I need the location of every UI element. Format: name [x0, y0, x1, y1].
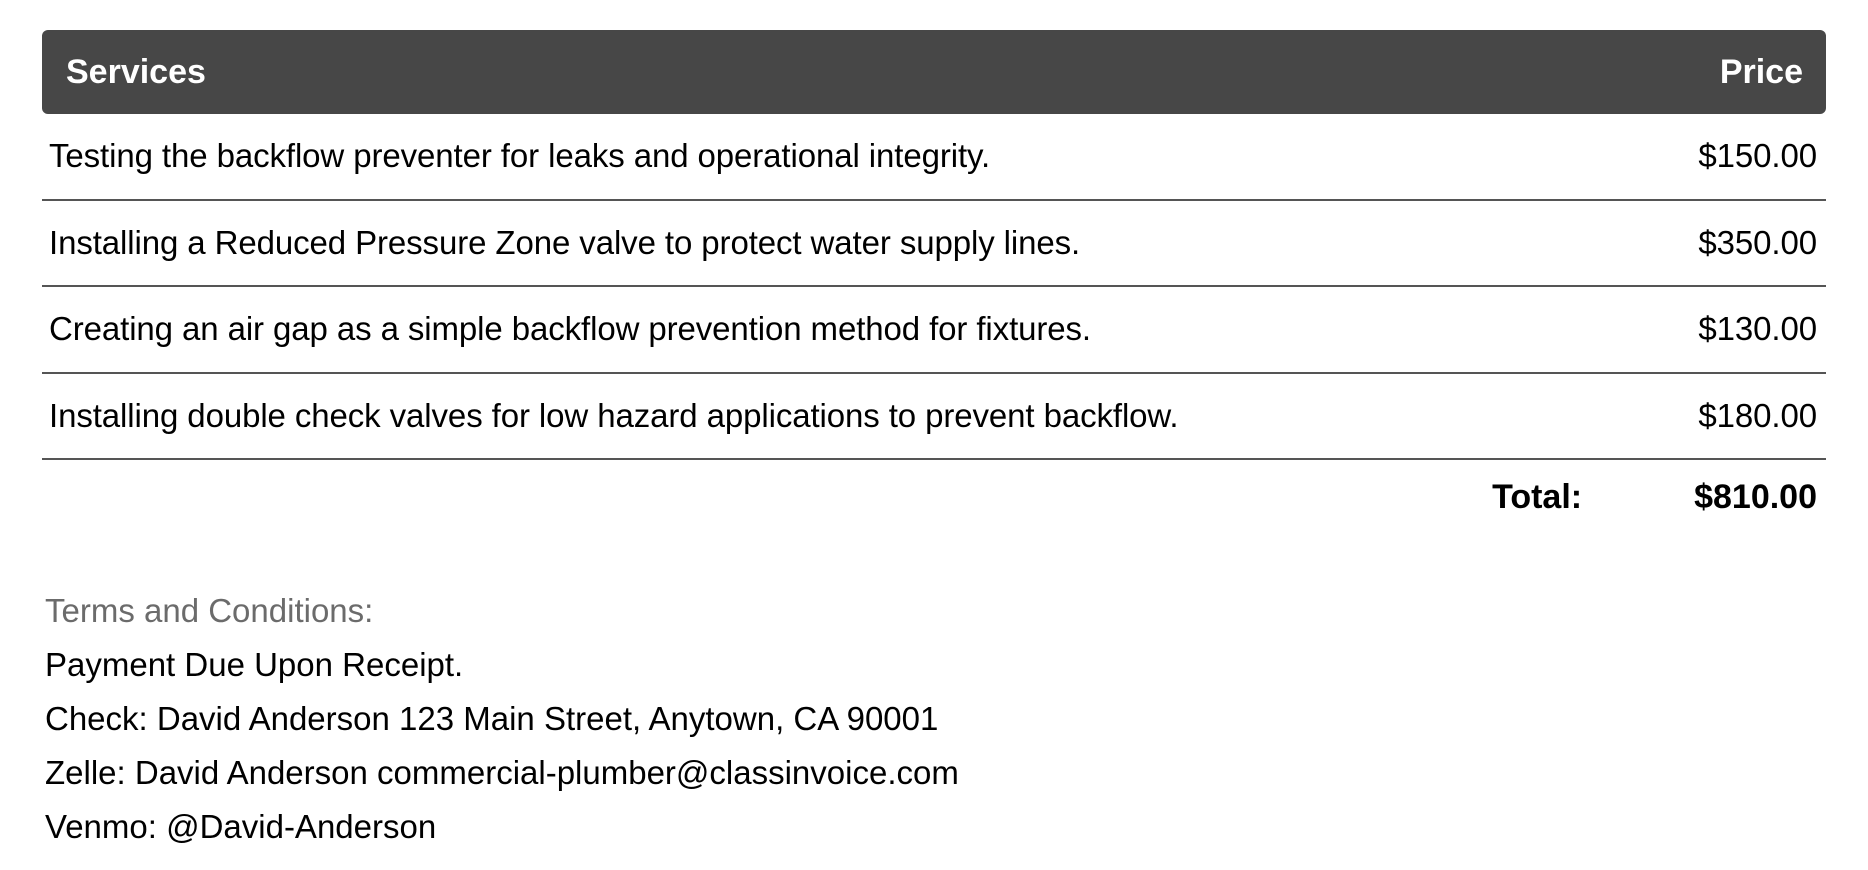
terms-zelle-info: Zelle: David Anderson commercial-plumber@classinvoice.com: [45, 754, 959, 791]
service-price: $150.00: [1698, 137, 1817, 175]
terms-section: [45, 584, 959, 854]
table-header: [42, 30, 1826, 114]
terms-title: Terms and Conditions:: [45, 592, 374, 629]
table-row: [42, 114, 1826, 201]
table-row: [42, 287, 1826, 374]
service-description: Creating an air gap as a simple backflow prevention method for fixtures.: [49, 310, 1092, 348]
header-price: Price: [1719, 53, 1803, 91]
service-price: $180.00: [1698, 396, 1817, 434]
terms-payment-due: Payment Due Upon Receipt.: [45, 646, 464, 683]
service-price: $130.00: [1698, 310, 1817, 348]
table-row: [42, 201, 1826, 288]
total-value: $810.00: [1694, 477, 1817, 516]
header-services: Services: [66, 53, 206, 91]
service-price: $350.00: [1698, 223, 1817, 261]
terms-check-info: Check: David Anderson 123 Main Street, Anytown, CA 90001: [45, 700, 939, 737]
service-description: Installing double check valves for low hazard applications to prevent backflow.: [49, 396, 1179, 434]
total-label: Total:: [1492, 477, 1583, 516]
total-row: [42, 460, 1826, 534]
terms-venmo-info: Venmo: @David-Anderson: [45, 808, 437, 845]
table-row: [42, 374, 1826, 461]
service-description: Installing a Reduced Pressure Zone valve to protect water supply lines.: [49, 223, 1081, 261]
services-table: [42, 30, 1826, 534]
service-description: Testing the backflow preventer for leaks and operational integrity.: [49, 137, 991, 175]
